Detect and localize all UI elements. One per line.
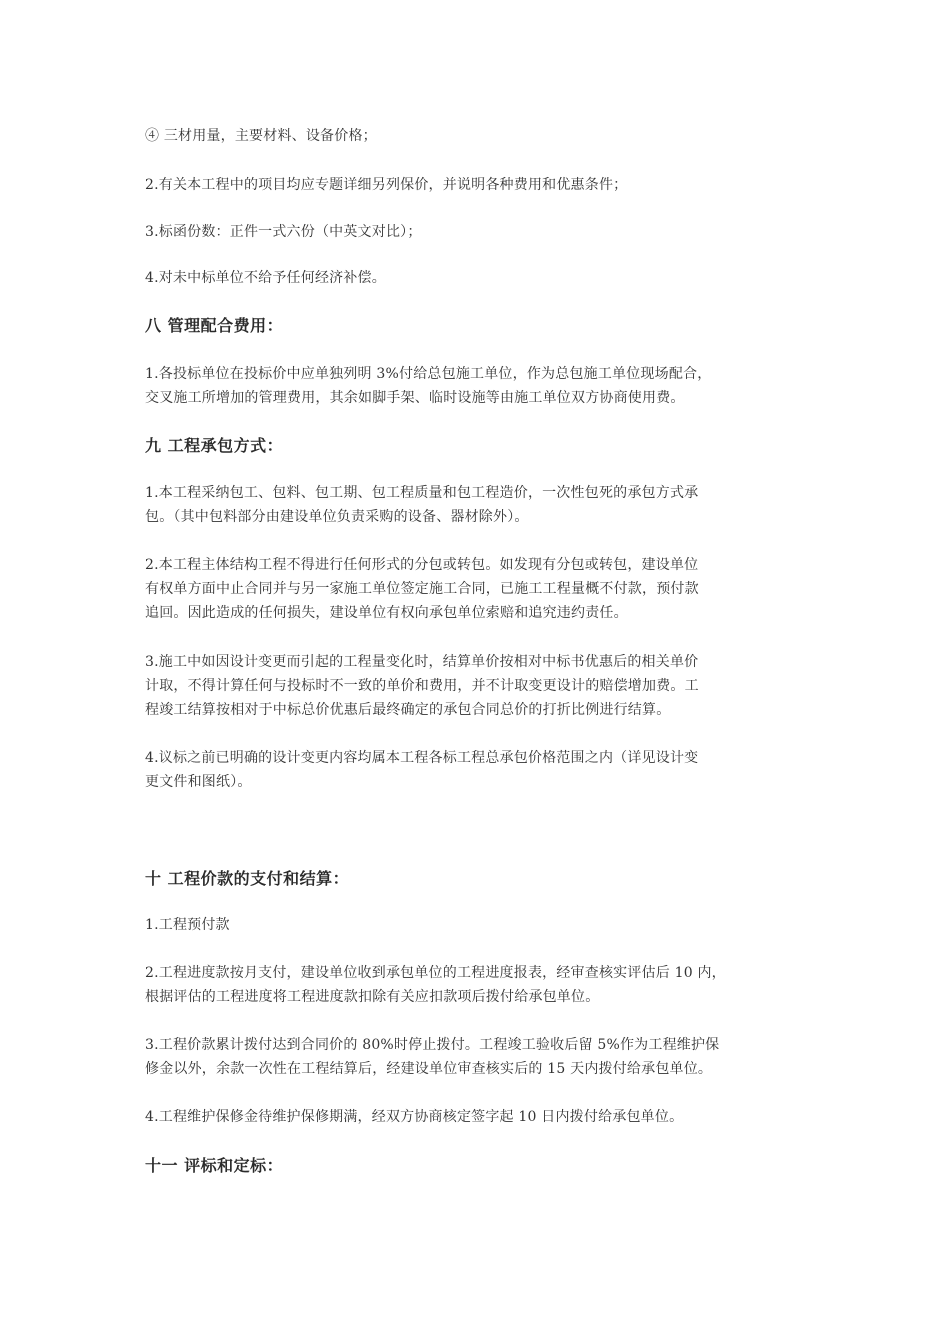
paragraph-line: 4.议标之前已明确的设计变更内容均属本工程各标工程总承包价格范围之内（详见设计变 [145, 750, 699, 766]
paragraph-line: 程竣工结算按相对于中标总价优惠后最终确定的承包合同总价的打折比例进行结算。 [145, 702, 671, 718]
paragraph-item-3 [145, 220, 815, 244]
paragraph-line: 3.标函份数：正件一式六份（中英文对比）； [145, 224, 422, 240]
paragraph-line: 1.各投标单位在投标价中应单独列明 3%付给总包施工单位，作为总包施工单位现场配合， [145, 366, 712, 382]
paragraph-line: 4.对未中标单位不给予任何经济补偿。 [145, 270, 386, 286]
paragraph-line: 修金以外，余款一次性在工程结算后，经建设单位审查核实后的 15 天内拨付给承包单位。 [145, 1061, 713, 1077]
paragraph-line: 1.本工程采纳包工、包料、包工期、包工程质量和包工程造价，一次性包死的承包方式承 [145, 485, 699, 501]
paragraph-line: 更文件和图纸）。 [145, 774, 252, 790]
sec10-paragraph-4 [145, 1105, 815, 1129]
paragraph-line: 3.工程价款累计拨付达到合同价的 80%时停止拨付。工程竣工验收后留 5%作为工程维护保 [145, 1037, 720, 1053]
paragraph-line: 计取，不得计算任何与投标时不一致的单价和费用，并不计取变更设计的赔偿增加费。工 [145, 678, 699, 694]
paragraph-line: 包。（其中包料部分由建设单位负责采购的设备、器材除外）。 [145, 509, 529, 525]
paragraph-line: 2.本工程主体结构工程不得进行任何形式的分包或转包。如发现有分包或转包，建设单位 [145, 557, 699, 573]
section-heading-8: 八 管理配合费用： [145, 316, 284, 335]
sec8-paragraph-1 [145, 362, 815, 410]
sec9-paragraph-1 [145, 481, 815, 529]
paragraph-materials [145, 124, 815, 148]
paragraph-line: 根据评估的工程进度将工程进度款扣除有关应扣款项后拨付给承包单位。 [145, 989, 600, 1005]
paragraph-line: 2.工程进度款按月支付，建设单位收到承包单位的工程进度报表，经审查核实评估后 10 内， [145, 965, 726, 981]
section-heading-9: 九 工程承包方式： [145, 436, 284, 455]
paragraph-line: 1.工程预付款 [145, 917, 230, 933]
sec9-paragraph-4 [145, 746, 815, 794]
sec10-paragraph-2 [145, 961, 815, 1009]
paragraph-line: 有权单方面中止合同并与另一家施工单位签定施工合同，已施工工程量概不付款，预付款 [145, 581, 699, 597]
sec10-paragraph-1 [145, 913, 815, 937]
paragraph-item-4 [145, 266, 815, 290]
sec9-paragraph-3 [145, 650, 815, 722]
section-heading-11: 十一 评标和定标： [145, 1156, 284, 1175]
paragraph-line: 追回。因此造成的任何损失，建设单位有权向承包单位索赔和追究违约责任。 [145, 605, 628, 621]
section-heading-10: 十 工程价款的支付和结算： [145, 869, 350, 888]
paragraph-line: 交叉施工所增加的管理费用，其余如脚手架、临时设施等由施工单位双方协商使用费。 [145, 390, 685, 406]
paragraph-line: 4.工程维护保修金待维护保修期满，经双方协商核定签字起 10 日内拨付给承包单位。 [145, 1109, 684, 1125]
sec10-paragraph-3 [145, 1033, 815, 1081]
paragraph-line: 2.有关本工程中的项目均应专题详细另列保价，并说明各种费用和优惠条件； [145, 177, 628, 193]
sec9-paragraph-2 [145, 553, 815, 625]
paragraph-line: 3.施工中如因设计变更而引起的工程量变化时，结算单价按相对中标书优惠后的相关单价 [145, 654, 699, 670]
paragraph-item-2 [145, 173, 815, 197]
paragraph-line: ④ 三材用量，主要材料、设备价格； [145, 128, 377, 144]
